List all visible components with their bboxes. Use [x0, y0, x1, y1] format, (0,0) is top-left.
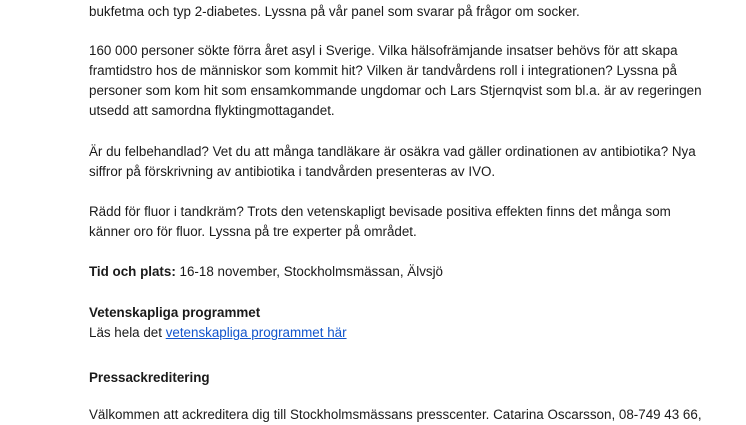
fluoride-paragraph-line-1: Rädd för fluor i tandkräm? Trots den vetenskapligt bevisade positiva effekten finns det många som: [89, 204, 671, 219]
antibiotics-paragraph-line-1: Är du felbehandlad? Vet du att många tandläkare är osäkra vad gäller ordinationen av antibiotika? Nya: [89, 144, 696, 159]
scientific-program-prefix: Läs hela det: [89, 325, 166, 340]
antibiotics-paragraph-line-2: siffror på förskrivning av antibiotika i tandvården presenteras av IVO.: [89, 164, 496, 179]
fluoride-paragraph-line-2: känner oro för fluor. Lyssna på tre experter på området.: [89, 224, 417, 239]
scientific-program-link[interactable]: vetenskapliga programmet här: [165, 325, 347, 340]
scientific-program-text: [89, 323, 347, 343]
press-heading: Pressackreditering: [89, 370, 210, 385]
time-and-place-label: Tid och plats:: [89, 264, 176, 279]
asylum-paragraph-line-1: 160 000 personer sökte förra året asyl i Sverige. Vilka hälsofrämjande insatser behövs för att skapa: [89, 43, 678, 58]
scientific-program-heading: Vetenskapliga programmet: [89, 305, 261, 320]
time-and-place-value: 16-18 november, Stockholmsmässan, Älvsjö: [175, 264, 444, 279]
sugar-paragraph-line-1: bukfetma och typ 2-diabetes. Lyssna på vår panel som svarar på frågor om socker.: [89, 4, 580, 19]
time-and-place: [89, 262, 443, 282]
asylum-paragraph-line-4: utsedd att samordna flyktingmottagandet.: [89, 103, 335, 118]
press-text-line-1: Välkommen att ackreditera dig till Stockholmsmässans presscenter. Catarina Oscarsson, 08-749 43 66,: [89, 407, 702, 422]
asylum-paragraph-line-3: personer som kom hit som ensamkommande ungdomar och Lars Stjernqvist som bl.a. är av regeringen: [89, 83, 702, 98]
asylum-paragraph-line-2: framtidstro hos de människor som kommit hit? Vilken är tandvårdens roll i integrationen? Lyssna på: [89, 63, 677, 78]
